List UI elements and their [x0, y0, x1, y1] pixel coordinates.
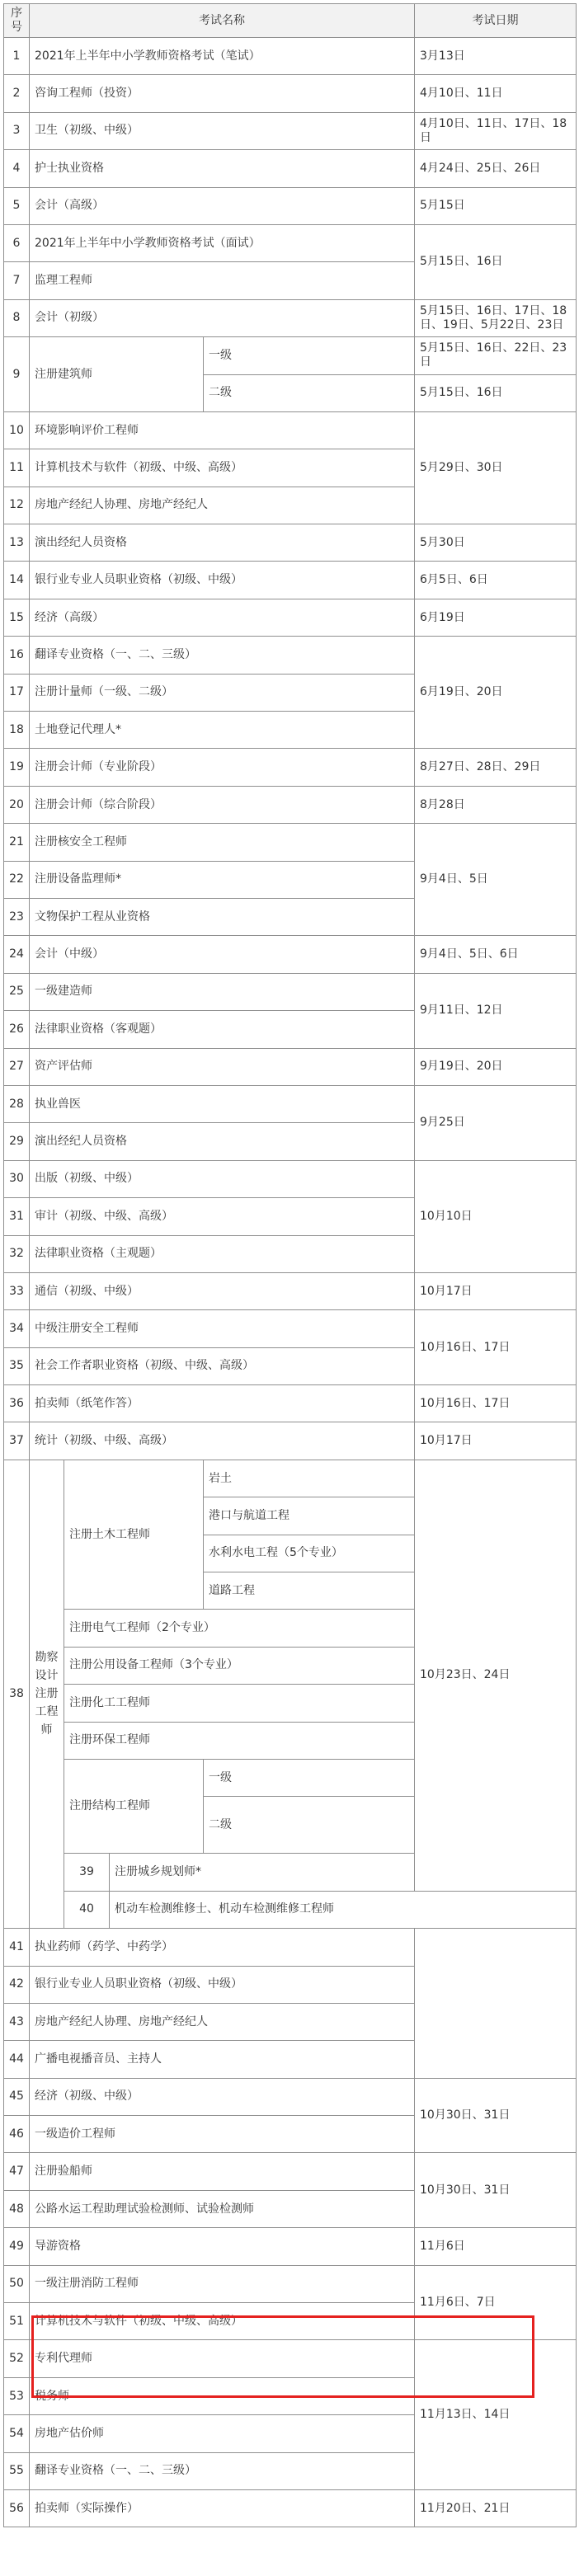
exam-date: 4月10日、11日、17日、18日 [415, 112, 577, 149]
row-number: 5 [4, 187, 30, 224]
table-row [4, 1310, 577, 1347]
table-row [4, 973, 577, 1010]
row-number: 30 [4, 1160, 30, 1197]
exam-name: 护士执业资格 [30, 150, 415, 187]
exam-date: 4月10日、11日 [415, 75, 577, 112]
exam-date: 6月19日 [415, 599, 577, 636]
row-number: 49 [4, 2228, 30, 2265]
row-number: 25 [4, 973, 30, 1010]
row-number: 20 [4, 786, 30, 823]
exam-name: 计算机技术与软件（初级、中级、高级） [30, 449, 415, 487]
table-row [4, 75, 577, 112]
exam-level: 水利水电工程（5个专业） [204, 1535, 415, 1572]
table-row [4, 337, 577, 374]
exam-name: 法律职业资格（客观题） [30, 1011, 415, 1048]
table-row [4, 1048, 577, 1085]
exam-name: 卫生（初级、中级） [30, 112, 415, 149]
exam-name: 注册化工工程师 [64, 1685, 415, 1722]
row-number: 36 [4, 1385, 30, 1422]
exam-date: 9月4日、5日 [415, 824, 577, 936]
table-row [4, 2228, 577, 2265]
exam-level: 二级 [204, 1797, 415, 1854]
row-number: 17 [4, 674, 30, 711]
exam-date: 5月15日、16日、22日、23日 [415, 337, 577, 374]
exam-date: 9月25日 [415, 1085, 577, 1160]
exam-date: 10月10日 [415, 1160, 577, 1272]
table-row [4, 187, 577, 224]
exam-name: 注册验船师 [30, 2153, 415, 2190]
row-number: 43 [4, 2003, 30, 2040]
exam-name: 经济（初级、中级） [30, 2078, 415, 2115]
exam-name: 注册电气工程师（2个专业） [64, 1610, 415, 1647]
table-row [4, 2340, 577, 2377]
row-number: 28 [4, 1085, 30, 1122]
row-number: 16 [4, 637, 30, 674]
exam-name: 注册公用设备工程师（3个专业） [64, 1647, 415, 1684]
table-row [4, 1385, 577, 1422]
exam-date: 11月13日、14日 [415, 2340, 577, 2490]
row-number: 22 [4, 861, 30, 898]
row-number: 15 [4, 599, 30, 636]
row-number: 52 [4, 2340, 30, 2377]
exam-name: 注册环保工程师 [64, 1722, 415, 1759]
exam-name: 执业药师（药学、中药学） [30, 1929, 415, 1966]
exam-name: 机动车检测维修士、机动车检测维修工程师 [110, 1891, 577, 1928]
exam-name: 公路水运工程助理试验检测师、试验检测师 [30, 2190, 415, 2227]
table-row [4, 1929, 577, 1966]
exam-name: 税务师 [30, 2377, 415, 2414]
row-number: 7 [4, 262, 30, 299]
exam-date: 11月6日 [415, 2228, 577, 2265]
exam-date: 5月15日 [415, 187, 577, 224]
table-row [4, 786, 577, 823]
table-row [4, 524, 577, 562]
exam-name: 银行业专业人员职业资格（初级、中级） [30, 562, 415, 599]
exam-name: 监理工程师 [30, 262, 415, 299]
table-row [4, 299, 577, 336]
exam-date: 5月15日、16日 [415, 374, 577, 411]
exam-name: 2021年上半年中小学教师资格考试（面试） [30, 224, 415, 261]
table-row [4, 824, 577, 861]
exam-name: 导游资格 [30, 2228, 415, 2265]
row-number: 9 [4, 337, 30, 412]
row-number: 46 [4, 2116, 30, 2153]
row-number: 27 [4, 1048, 30, 1085]
row-number: 19 [4, 749, 30, 786]
header-exam-name: 考试名称 [30, 4, 415, 38]
exam-date: 11月6日、7日 [415, 2265, 577, 2340]
row-number: 21 [4, 824, 30, 861]
exam-name: 执业兽医 [30, 1085, 415, 1122]
row-number: 35 [4, 1347, 30, 1384]
table-row [4, 150, 577, 187]
table-row [4, 1272, 577, 1309]
exam-name: 文物保护工程从业资格 [30, 898, 415, 935]
exam-level: 一级 [204, 337, 415, 374]
table-row [4, 1891, 577, 1928]
exam-name: 会计（初级） [30, 299, 415, 336]
exam-name: 一级注册消防工程师 [30, 2265, 415, 2302]
table-body [4, 38, 577, 2527]
row-number: 33 [4, 1272, 30, 1309]
table-row [4, 2490, 577, 2527]
row-number: 34 [4, 1310, 30, 1347]
exam-name: 资产评估师 [30, 1048, 415, 1085]
exam-level: 港口与航道工程 [204, 1497, 415, 1535]
row-number: 29 [4, 1123, 30, 1160]
exam-name: 注册会计师（专业阶段） [30, 749, 415, 786]
exam-date: 10月23日、24日 [415, 1460, 577, 1891]
row-number: 2 [4, 75, 30, 112]
exam-name: 环境影响评价工程师 [30, 411, 415, 449]
exam-date: 10月17日 [415, 1272, 577, 1309]
civil-engineer: 注册土木工程师 [64, 1460, 204, 1610]
exam-name: 演出经纪人员资格 [30, 524, 415, 562]
table-row [4, 2041, 577, 2078]
row-number: 55 [4, 2452, 30, 2489]
exam-name: 注册城乡规划师* [110, 1854, 577, 1891]
exam-name: 房地产估价师 [30, 2415, 415, 2452]
exam-level: 道路工程 [204, 1572, 415, 1610]
exam-name: 翻译专业资格（一、二、三级） [30, 637, 415, 674]
row-number: 53 [4, 2377, 30, 2414]
row-number: 6 [4, 224, 30, 261]
exam-name: 中级注册安全工程师 [30, 1310, 415, 1347]
table-row [4, 1160, 577, 1197]
exam-date: 6月5日、6日 [415, 562, 577, 599]
exam-level: 岩土 [204, 1460, 415, 1497]
table-row [4, 38, 577, 75]
exam-name: 法律职业资格（主观题） [30, 1235, 415, 1272]
table-row [4, 411, 577, 449]
row-number: 18 [4, 712, 30, 749]
exam-name: 一级造价工程师 [30, 2116, 415, 2153]
exam-date: 9月11日、12日 [415, 973, 577, 1048]
table-row [4, 1085, 577, 1122]
table-row [4, 749, 577, 786]
exam-name: 拍卖师（纸笔作答） [30, 1385, 415, 1422]
row-number: 11 [4, 449, 30, 487]
exam-name: 演出经纪人员资格 [30, 1123, 415, 1160]
exam-name: 房地产经纪人协理、房地产经纪人 [30, 2003, 415, 2040]
row-number: 48 [4, 2190, 30, 2227]
exam-name: 银行业专业人员职业资格（初级、中级） [30, 1966, 415, 2003]
exam-name: 拍卖师（实际操作） [30, 2490, 415, 2527]
table-row [4, 1966, 577, 2003]
exam-name: 注册核安全工程师 [30, 824, 415, 861]
row-number: 8 [4, 299, 30, 336]
exam-name: 房地产经纪人协理、房地产经纪人 [30, 487, 415, 524]
exam-name: 统计（初级、中级、高级） [30, 1422, 415, 1460]
exam-date: 10月30日、31日 [415, 2153, 577, 2228]
row-number: 26 [4, 1011, 30, 1048]
table-row [4, 562, 577, 599]
exam-name: 注册计量师（一级、二级） [30, 674, 415, 711]
exam-name: 出版（初级、中级） [30, 1160, 415, 1197]
table-row [4, 112, 577, 149]
row-number: 56 [4, 2490, 30, 2527]
exam-name: 咨询工程师（投资） [30, 75, 415, 112]
row-number: 44 [4, 2041, 30, 2078]
exam-schedule-table [3, 3, 577, 2527]
exam-name: 社会工作者职业资格（初级、中级、高级） [30, 1347, 415, 1384]
row-number: 4 [4, 150, 30, 187]
exam-name: 2021年上半年中小学教师资格考试（笔试） [30, 38, 415, 75]
exam-date: 10月30日、31日 [415, 2078, 577, 2153]
row-number: 23 [4, 898, 30, 935]
exam-name: 经济（高级） [30, 599, 415, 636]
exam-name: 计算机技术与软件（初级、中级、高级） [30, 2303, 415, 2340]
exam-date: 9月19日、20日 [415, 1048, 577, 1085]
row-number: 40 [64, 1891, 110, 1928]
table-row [4, 936, 577, 973]
row-number: 42 [4, 1966, 30, 2003]
table-row [4, 2003, 577, 2040]
table-row [4, 599, 577, 636]
header-seq: 序号 [4, 4, 30, 38]
row-number: 47 [4, 2153, 30, 2190]
row-number: 13 [4, 524, 30, 562]
exam-level: 二级 [204, 374, 415, 411]
exam-date: 9月4日、5日、6日 [415, 936, 577, 973]
row-number: 50 [4, 2265, 30, 2302]
exam-name: 一级建造师 [30, 973, 415, 1010]
exam-name: 翻译专业资格（一、二、三级） [30, 2452, 415, 2489]
row-number: 12 [4, 487, 30, 524]
exam-date: 5月30日 [415, 524, 577, 562]
exam-date: 10月16日、17日 [415, 1385, 577, 1422]
table-row [4, 1422, 577, 1460]
row-number: 24 [4, 936, 30, 973]
row-number: 45 [4, 2078, 30, 2115]
exam-date: 10月17日 [415, 1422, 577, 1460]
structural-engineer: 注册结构工程师 [64, 1759, 204, 1853]
table-row [4, 2153, 577, 2190]
table-row [4, 1460, 577, 1497]
row-number: 31 [4, 1198, 30, 1235]
exam-date: 4月24日、25日、26日 [415, 150, 577, 187]
exam-level: 一级 [204, 1759, 415, 1796]
exam-name: 会计（中级） [30, 936, 415, 973]
exam-name: 通信（初级、中级） [30, 1272, 415, 1309]
row-number: 41 [4, 1929, 30, 1966]
exam-date: 5月29日、30日 [415, 411, 577, 524]
exam-name: 专利代理师 [30, 2340, 415, 2377]
exam-date: 8月27日、28日、29日 [415, 749, 577, 786]
row-number: 3 [4, 112, 30, 149]
row-number: 38 [4, 1460, 30, 1928]
group-title: 勘察设计注册工程师 [30, 1460, 64, 1928]
exam-date: 6月19日、20日 [415, 637, 577, 749]
exam-name: 注册会计师（综合阶段） [30, 786, 415, 823]
exam-name: 广播电视播音员、主持人 [30, 2041, 415, 2078]
exam-date: 5月15日、16日 [415, 224, 577, 299]
exam-name: 注册设备监理师* [30, 861, 415, 898]
row-number: 14 [4, 562, 30, 599]
table-row [4, 1854, 577, 1891]
row-number: 54 [4, 2415, 30, 2452]
row-number: 1 [4, 38, 30, 75]
exam-name: 审计（初级、中级、高级） [30, 1198, 415, 1235]
row-number: 51 [4, 2303, 30, 2340]
row-number: 32 [4, 1235, 30, 1272]
exam-date: 5月15日、16日、17日、18日、19日、5月22日、23日 [415, 299, 577, 336]
row-number: 37 [4, 1422, 30, 1460]
exam-name: 土地登记代理人* [30, 712, 415, 749]
header-exam-date: 考试日期 [415, 4, 577, 38]
exam-date: 3月13日 [415, 38, 577, 75]
table-row [4, 224, 577, 261]
table-row [4, 2265, 577, 2302]
exam-date: 8月28日 [415, 786, 577, 823]
exam-name: 注册建筑师 [30, 337, 204, 412]
table-row [4, 637, 577, 674]
exam-date: 11月20日、21日 [415, 2490, 577, 2527]
exam-name: 会计（高级） [30, 187, 415, 224]
table-header-row [4, 4, 577, 38]
row-number: 39 [64, 1854, 110, 1891]
table-row [4, 2078, 577, 2115]
row-number: 10 [4, 411, 30, 449]
exam-date: 10月16日、17日 [415, 1310, 577, 1385]
